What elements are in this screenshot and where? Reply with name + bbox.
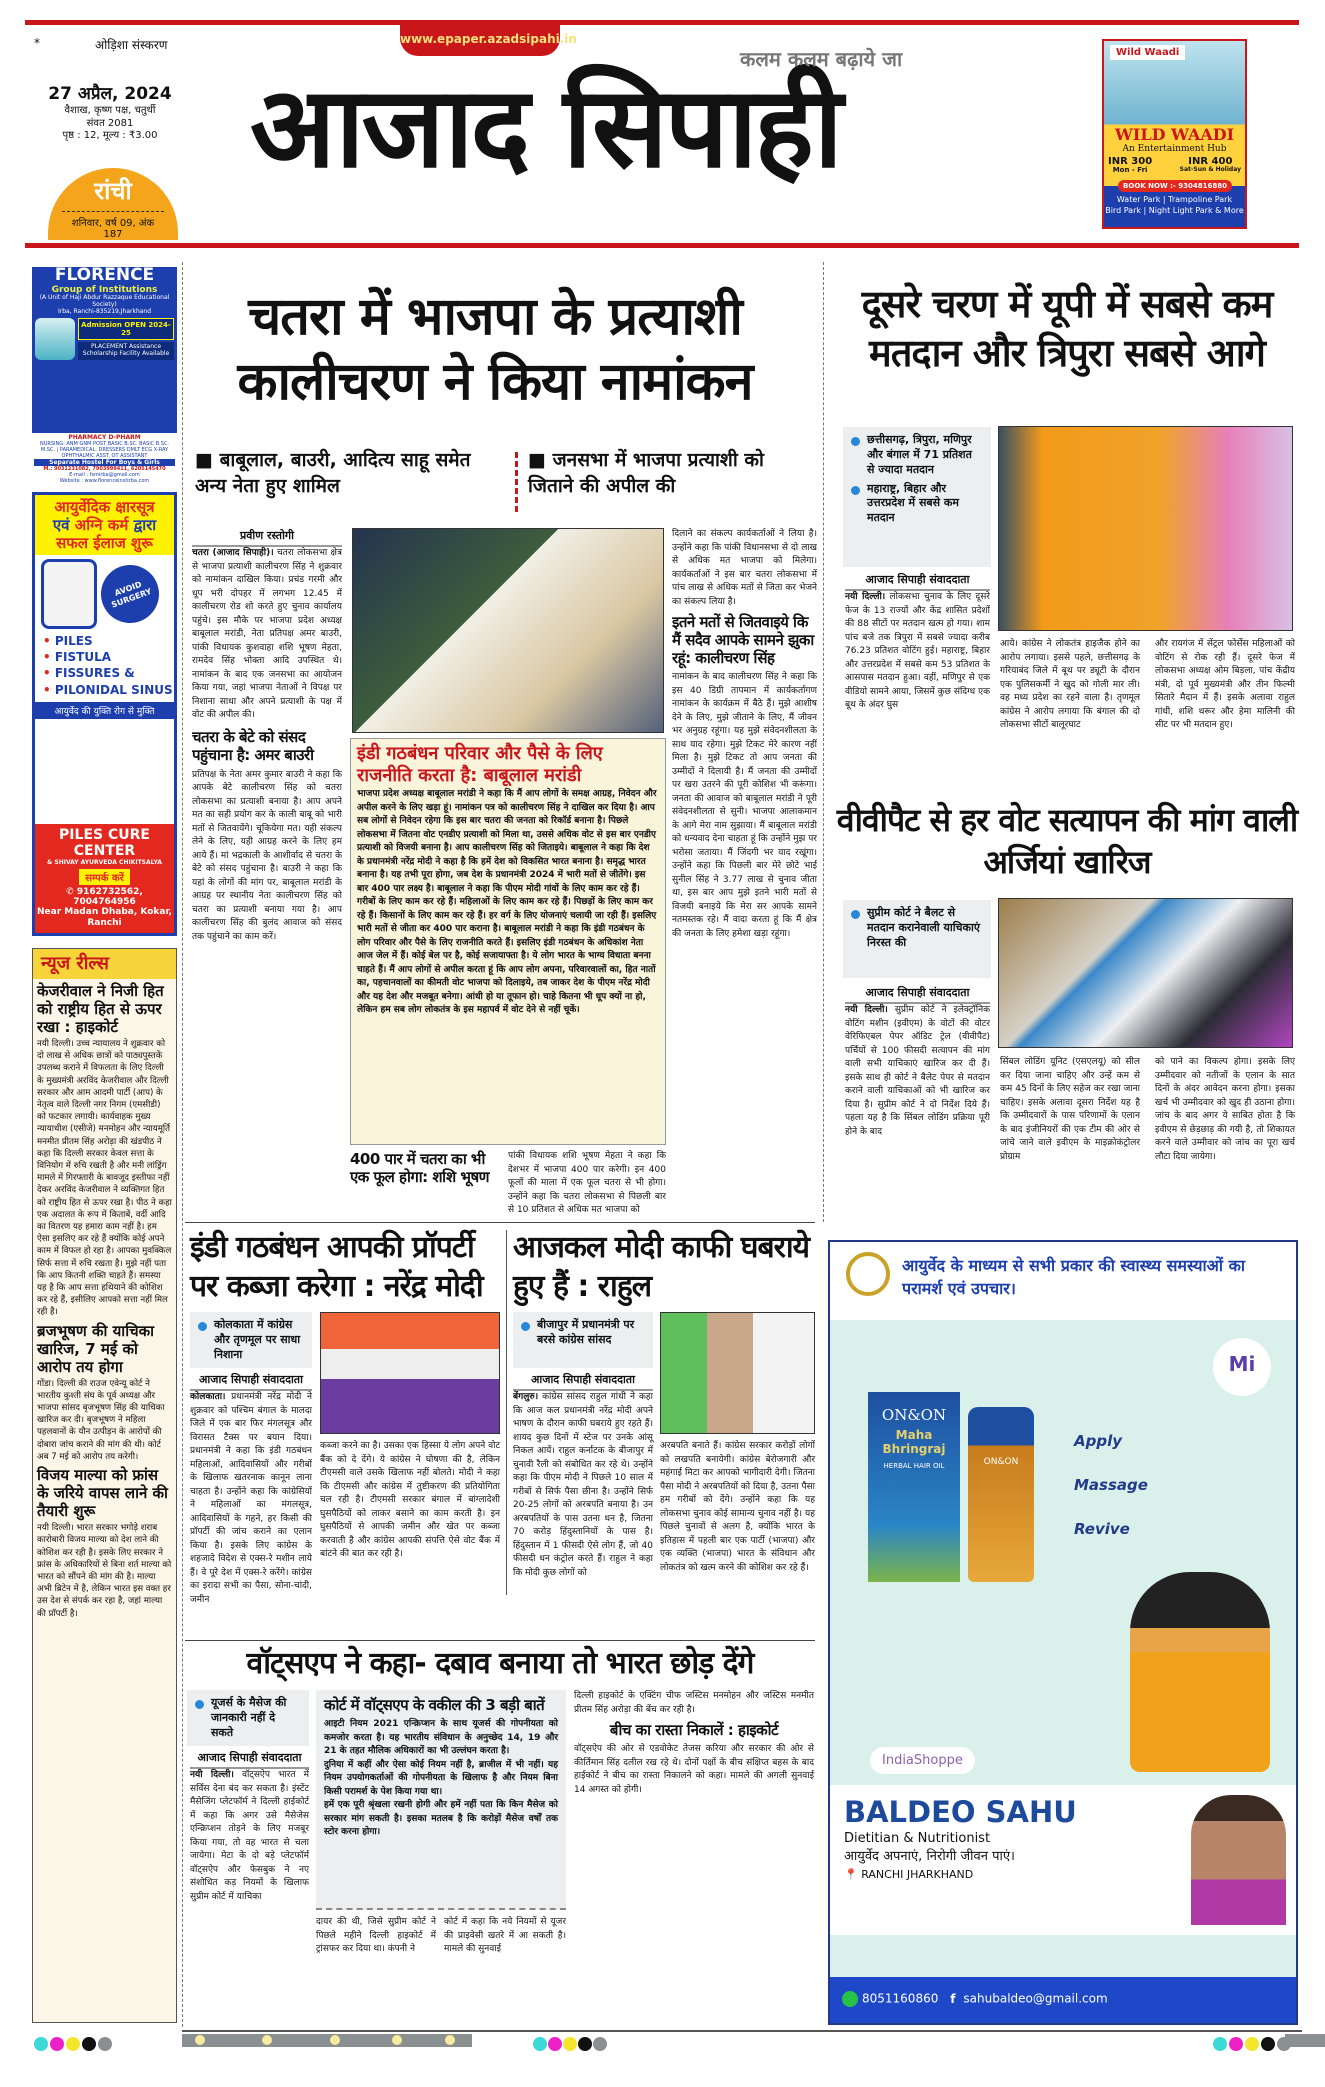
modi-col2: कब्जा करने का है। उसका एक हिस्सा ये लोग अपने वोट बैंक को दे देंगे। ये कांग्रेस ने घोषणा की है, लेकिन टीएमसी वाले उसके खिलाफ नहीं बोलते। मोदी ने कहा कि टीएमसी और कांग्रेस में तुष्टीकरण की प्रतियोगिता चल रही है। टीएमसी सरकार बंगाल में बांग्लादेशी घुसपैठियों को लाकर बसाने का काम करती है। इन घुसपैठियों से आपकी जमीन और खेत पर कब्जा करवाती है और कांग्रेस आपकी संपत्ति ऐसे वोट बैंक में बांटने की बात कर रही है। [320, 1441, 500, 1559]
rahul-col1: आजाद सिपाही संवाददाता बेंगलुरु। कांग्रेस सांसद राहुल गांधी ने कहा कि आज कल प्रधानमंत्री नरेंद्र मोदी अपने भाषण के दौरान काफी घबराये हुए रहते हैं। शायद कुछ दिनों में स्टेज पर उनके आंसू निकल आयें। राहुल कर्नाटक के बीजापुर में चुनावी रैली को संबोधित कर रहे थे। उन्होंने कहा कि पीएम मोदी ने पिछले 10 साल में गरीबों से सिर्फ पैसा छीना है। उन्होंने सिर्फ 20-25 लोगों को अरबपति बनाया है। उन अरबपतियों के पास उतना धन है, जितना 70 करोड़ हिंदुस्तानियों के पास है। हिंदुस्तान में 1 फीसदी ऐसे लोग हैं, जो 40 फीसदी धन कंट्रोल करते हैं। राहुल ने कहा कि मोदी कुछ लोगों को [513, 1373, 653, 1578]
registration-dot [445, 2035, 455, 2045]
ad-email[interactable]: sahubaldeo@gmail.com [963, 1991, 1108, 2006]
box-headline[interactable]: इंडी गठबंधन परिवार और पैसे के लिए राजनीति करता है: बाबूलाल मरांडी [357, 743, 603, 786]
cmyk-black [82, 2037, 96, 2051]
piles-illustration-row [35, 555, 174, 633]
florence-unit: (A Unit of Haji Abdur Razzaque Educational Society) [39, 294, 170, 309]
modi-photo [320, 1312, 500, 1434]
rahul-col2: अरबपति बनाते हैं। कांग्रेस सरकार करोड़ों लोगों को लखपति बनायेगी। कांग्रेस बेरोजगारी और महंगाई मिटा कर आपको भागीदारी देगी। जितना पैसा मोदी ने अरबपतियों को दिया है, उतना पैसा हम गरीबों को देंगे। उन्होंने कहा कि यह लोकसभा चुनाव कोई सामान्य चुनाव नहीं है। यह पिछले चुनावों से अलग है, क्योंकि भारत के इतिहास में पहली बार एक पार्टी (भाजपा) और एक व्यक्ति (भाजपा) भारत के संविधान और लोकतंत्र को खत्म करने की कोशिश कर रहे हैं। [660, 1441, 815, 1573]
city-badge [48, 168, 178, 240]
piles-address: Near Madan Dhaba, Kokar, Ranchi [37, 906, 172, 929]
cmyk-black [578, 2037, 592, 2051]
florence-group: Group of Institutions [51, 284, 158, 295]
box-title: कोर्ट में वॉट्सएप के वकील की 3 बड़ी बातें [324, 1696, 545, 1714]
cmyk-cyan [533, 2037, 547, 2051]
model-photo [1130, 1572, 1270, 1772]
ad-piles-cure[interactable] [32, 492, 177, 936]
rahul-points: बीजापुर में प्रधानमंत्री पर बरसे कांग्रेस सांसद [513, 1312, 653, 1368]
whatsapp-icon [842, 1991, 858, 2007]
lead-deck-left: ■ बाबूलाल, बाउरी, आदित्य साहू समेत अन्य नेता हुए शामिल [195, 449, 471, 497]
vvpat-col3: को पाने का विकल्प होगा। इसके लिए उम्मीदवार को नतीजों के एलान के सात दिनों के अंदर आवेदन करना होगा। इसका खर्च भी उम्मीदवार को खुद ही उठाना होगा। जांच के बाद अगर ये साबित होता है कि इवीएम से छेड़छाड़ की गयी है, तो शिकायत करने वाले उम्मीवार को जांच का पूरा खर्च लौटा दिया जायेगा। [1155, 1057, 1295, 1162]
phase2-col2: आये। कांग्रेस ने लोकतंत्र हाइजैक होने का आरोप लगाया। इससे पहले, छत्तीसगढ़ के गरियाबंद जिले में बूथ पर ड्यूटी के दौरान एक पुलिसकर्मी ने खुद को गोली मार ली। वह मध्य प्रदेश का रहने वाला है। तृणमूल कांग्रेस ने आरोप लगाया कि बंगाल की दो लोकसभा सीटों बालूरघाट [1000, 639, 1140, 730]
cmyk-yellow [66, 2037, 80, 2051]
book-now-label: BOOK NOW :- 9304816880 [1118, 180, 1232, 192]
date-block [45, 84, 175, 143]
cmyk-black [1261, 2037, 1275, 2051]
oil-bottle: ON&ON [968, 1407, 1034, 1582]
phone-icon-row: ✆ 9162732562, 7004764956 [66, 886, 143, 907]
reel-body: नयी दिल्ली। उच्च न्यायालय ने शुक्रवार को दो लाख से अधिक छात्रों को पाठ्यपुस्तकें उपलब्ध कराने में विफलता के लिए दिल्ली के मुख्यमंत्री अरविंद केजरीवाल और दिल्ली सरकार और आम आदमी पार्टी (आप) के नेतृत्व वाले दिल्ली नगर निगम (एमसीडी) को फटकार लगायी। कार्यवाहक मुख्य न्यायाधीश (एसीजे) मनमोहन और न्यायमूर्ति मनमीत प्रीतम सिंह अरोड़ा की खंडपीठ ने कहा कि दिल्ली सरकार केवल सत्ता के विनियोग में रुचि रखती है और मनी लांड्रिंग मामले में गिरफ्तारी के बावजूद इस्तीफा नहीं देकर अरविंद केजरीवाल ने व्यक्तिगत हित को राष्ट्रीय हित से ऊपर रखा है। पीठ ने कहा एक अदालत के रूप में किताबें, वर्दी आदि का वितरण यह हमारा काम नहीं है। हम ऐसा इसलिए कर रहे हैं क्योंकि कोई अपने काम में विफल हो रहा है। आपका मुवक्किल सिर्फ सत्ता में रुचि रखता है। मुझे नहीं पता कि आप कितनी शक्ति चाहते हैं। समस्या यह है कि आप सत्ता हथियाने की कोशिश कर रहे हैं, इसीलिए आपको सत्ता नहीं मिल रही है। [37, 1039, 172, 1318]
advertiser-photo [1191, 1795, 1286, 1925]
lead-col4: पांकी विधायक शशि भूषण मेहता ने कहा कि देशभर में भाजपा 400 पार करेगी। इन 400 फूलों की माला में एक फूल चतरा से भी होगा। उन्होंने कहा कि चतरा लोकसभा से पिछली बार से 10 प्रतिशत से अधिक मत भाजपा को [508, 1151, 666, 1215]
news-reels-column [32, 948, 177, 2023]
registration-bar [1285, 2034, 1325, 2047]
subhead: चतरा के बेटे को संसद पहुंचाना है: अमर बाउरी [192, 727, 314, 764]
vvpat-col1: आजाद सिपाही संवाददाता नयी दिल्ली। सुप्रीम कोर्ट ने इलेक्ट्रॉनिक वोटिंग मशीन (इवीएम) के वोटों की वोटर वेरिफिएबल पेपर ऑडिट ट्रेल (वीवीपैट) पर्चियों से 100 फीसदी सत्यापन की मांग वाली सभी याचिकाएं खारिज कर दी हैं। इसके साथ ही कोर्ट ने बैलेट पेपर से मतदान कराने वाली याचिकाओं को भी खारिज कर दिया है। सुप्रीम कोर्ट ने दो निर्देश दिये हैं। पहला यह है कि सिंबल लोडिंग प्रक्रिया पूरी होने के बाद [845, 986, 990, 1137]
epaper-url-link[interactable]: www.epaper.azadsipahi.in [400, 22, 560, 56]
subhead: इतने मतों से जितवाइये कि मैं सदैव आपके सामने झुका रहूं: कालीचरण सिंह [672, 613, 814, 667]
ad-phone[interactable]: 8051160860 [862, 1991, 939, 2006]
mi-logo: Mi [1213, 1338, 1271, 1396]
price-weekday: INR 300 Mon - Fri [1108, 156, 1153, 174]
modi-col1: आजाद सिपाही संवाददाता कोलकाता। प्रधानमंत्री नरेंद्र मोदी ने शुक्रवार को पश्चिम बंगाल के मालदा जिले में एक बार फिर मंगलसूत्र और विरासत टैक्स पर बयान दिया। प्रधानमंत्री ने कहा कि इंडी गठबंधन महिलाओं, आदिवासियों और गरीबों के खिलाफ खतरनाक कानून लाना चाहता है। उन्होंने कहा कि कांग्रेसियों ने महिलाओं का मंगलसूत्र, आदिवासियों के गहने, हर किसी की प्रॉपर्टी की जांच कराने का एलान किया है। इसके लिए कांग्रेस के शहजादे विदेश से एक्स-रे मशीन लाये हैं। वे पूरे देश में एक्स-रे करेंगे। कांग्रेस का इरादा सभी का पैसा, सोना-चांदी, जमीन [190, 1373, 312, 1605]
product-box: ON&ON Maha Bhringraj HERBAL HAIR OIL [868, 1392, 960, 1582]
evm-photo [998, 898, 1293, 1048]
news-reels-heading: न्यूज रील्स [33, 949, 176, 979]
conditions-list: • PILES • FISTULA • FISSURES & • PILONIDAL SINUS [35, 633, 174, 698]
whatsapp-headline[interactable]: वॉट्सएप ने कहा- दबाव बनाया तो भारत छोड़ देंगे [246, 1646, 754, 1681]
wild-waadi-logo: Wild Waadi [1110, 45, 1185, 60]
advertiser-name: BALDEO SAHU [844, 1795, 1077, 1829]
registration-dot [195, 2035, 205, 2045]
lead-headline[interactable]: चतरा में भाजपा के प्रत्याशी कालीचरण ने किया नामांकन [237, 287, 753, 412]
nurses-photo [35, 318, 75, 360]
column-divider [823, 262, 824, 1222]
rahul-headline[interactable]: आजकल मोदी काफी घबराये हुए हैं : राहुल [513, 1230, 810, 1304]
lead-col1: प्रवीण रस्तोगी चतरा (आजाद सिपाही)। चतरा लोकसभा क्षेत्र से भाजपा प्रत्याशी कालीचरण सिंह ने शुक्रवार को नामांकन दाखिल किया। प्रचंड गरमी और धूप भरी दोपहर में लगभग 12.45 में कालीचरण रोड शो करते हुए चुनाव कार्यालय पहुंचे। इस मौके पर भाजपा प्रदेश अध्यक्ष बाबूलाल मरांडी, नेता प्रतिपक्ष अमर बाउरी, पांकी विधायक कुशवाहा शशि भूषण मेहता, रामदेव सिंह भोक्ता आदि उपस्थित थे। नामांकन के बाद एक जनसभा का आयोजन किया गया, जहां भाजपा नेताओं ने विपक्ष पर निशाना साधा और अपने प्रत्याशी के पक्ष में वोट की अपील की। चतरा के बेटे को संसद पहुंचाना है: अमर बाउरी प्रतिपक्ष के नेता अमर कुमार बाउरी ने कहा कि आपके बेटे कालीचरण सिंह को चतरा लोकसभा का प्रत्याशी बनाया है। आप अपने मत का सही प्रयोग कर के काली बाबू को भारी मतों से जितवायेंगे। चूकियेगा मत। यही संकल्प लेने के लिए, यही आग्रह करने के लिए हम आये हैं। मां भद्रकाली के आशीर्वाद से चतरा के बेटे को संसद पहुंचाना है। बाउरी ने कहा कि यहां के लोगों की मांग पर, बाबूलाल मरांडी के आग्रह पर स्थानीय नेता कालीचरण सिंह को चतरा का प्रत्याशी बनाया गया है। आप कालीचरण सिंह की बुलंद आवाज को संसद तक पहुंचाने का काम करें। [192, 529, 342, 942]
avoid-surgery-badge: AVOID SURGERY [93, 557, 167, 631]
masthead-tagline: कलम कलम बढ़ाये जा [740, 47, 903, 71]
column-divider [182, 262, 183, 2027]
ad-wild-waadi[interactable] [1102, 39, 1247, 229]
pages-price: पृष्ठ : 12, मूल्य : ₹3.00 [62, 130, 158, 142]
masthead-logo: आजाद सिपाही [250, 63, 840, 193]
issue-info: शनिवार, वर्ष 09, अंक 187 [62, 211, 164, 240]
section-rule [185, 1222, 815, 1223]
cmyk-grey [593, 2037, 607, 2051]
phase2-points: छत्तीसगढ़, त्रिपुरा, मणिपुर और बंगाल में 71 प्रतिशत से ज्यादा मतदान महाराष्ट्र, बिहार और उत्तरप्रदेश में सबसे कम मतदान [843, 427, 991, 567]
box-body: भाजपा प्रदेश अध्यक्ष बाबूलाल मरांडी ने कहा कि मैं आप लोगों के समक्ष आग्रह, निवेदन और अपील करने के लिए खड़ा हूं। नामांकन पत्र को कालीचरण सिंह ने दाखिल कर दिया है। आप सब लोगों से निवेदन रहेगा कि इस बार चतरा की जनता को रिकॉर्ड बनाना है। पिछले लोकसभा में जितना वोट एनडीए प्रत्याशी को मिला था, उससे अधिक वोट से इस बार एनडीए प्रत्याशी को विजयी बनाना है। आप कालीचरण सिंह को जिताइये। बाबूलाल ने कहा कि देश के प्रधानमंत्री नरेंद्र मोदी ने कहा है कि हमें देश को विकसित भारत बनाना है। समृद्ध भारत बनाना है। यह तभी पूरा होगा, जब देश के प्रधानमंत्री 2024 में भारी मतों से जीतेंगे। इस बार 400 पार लक्ष्य है। बाबूलाल ने कहा कि पीएम मोदी गांवों के लिए काम कर रहे हैं। गरीबों के लिए काम कर रहे हैं। महिलाओं के लिए काम कर रहे हैं। पिछड़ों के लिए काम कर रहे हैं। किसानों के लिए काम कर रहे हैं। हर वर्ग के लिए योजनाएं चलायी जा रही हैं। इसलिए भारी मतों से जीता कर 400 पार कराना है। बाबूलाल मरांडी ने कहा कि इंडी गठबंधन के लोग परिवार और पैसे के लिए राजनीति करते हैं। इसलिए इंडी गठबंधन के अधिकांश नेता आज जेल में हैं। कोई बेल पर है, कोई सजायाफ्ता है। ये लोग भारत के भाग्य विधाता बनना चाहते हैं। मैं आप लोगों से अपील करता हूं कि आप लोग अपना, परिवारवालों का, हित नातों का, पहचानवालों का कीमती वोट भाजपा को दिलाइये, तब जाकर देश के पीएम नरेंद्र मोदी और यह देश और मजबूत बनेगा। आंधी हो या तूफान हो। चाहे कितना भी धूप क्यों ना हो, लेकिन हम सब लोग लोकतंत्र के इस महापर्व में वोट देने से नहीं चूकें। [357, 789, 657, 1016]
lead-col3: दिलाने का संकल्प कार्यकर्ताओं ने लिया है। उन्होंने कहा कि पांकी विधानसभा से दो लाख से अधिक मत भाजपा को मिलेगा। कार्यकर्ताओं ने इस बार चतरा लोकसभा में पांच लाख से अधिक मतों से जिता कर भेजने का संकल्प लिया है। इतने मतों से जितवाइये कि मैं सदैव आपके सामने झुका रहूं: कालीचरण सिंह नामांकन के बाद कालीचरण सिंह ने कहा कि इस 40 डिग्री तापमान में कार्यकर्तागण नामांकन के कार्यक्रम में बैठे हैं। मुझे आशीष देने के लिए, मुझे जीताने के लिए, मैं जीवन भर अनुग्रह रहूंगा। यह मुझे संवेदनशीलता के साथ याद रहेगा। मुझे टिकट मेरे कारण नहीं मिला है। मुझे टिकट तो आप जनता की उम्मीदों ने दिलायी है। मैं जनता की उम्मीदों पर खरा उतरने की पूरी कोशिश भी करूंगा। जनता की आवाज को बाबूलाल मरांडी ने पूरी संवेदनशीलता से सुनी। भाजपा आलाकमान के आगे मेरा नाम सुझाया। मैं बाबूलाल मरांडी को धन्यवाद देना चाहता हूं कि उन्होंने मुझ पर भरोसा जताया। मैं जिंदगी भर याद रखूंगा। उन्होंने कहा कि पिछली बार मेरे छोटे भाई सुनील सिंह ने 3.77 लाख से चुनाव जीता था, इस बार आप मुझे इतने भारी मतों से विजयी बनाइये कि मेरा सर आपके सामने नतमस्तक रहे। मैं वादा करता हूं कि मैं क्षेत्र की जनता के लिए हमेशा खड़ा रहूंगा। [672, 529, 817, 939]
marandi-box [350, 738, 666, 1145]
cmyk-yellow [1245, 2037, 1259, 2051]
vvpat-points: सुप्रीम कोर्ट ने बैलट से मतदान करानेवाली याचिकाएं निरस्त की [843, 900, 991, 978]
admission-badge: Admission OPEN 2024-25 [78, 318, 174, 340]
section-rule [185, 1640, 815, 1641]
cmyk-cyan [1213, 2037, 1227, 2051]
whatsapp-col2: दायर की थी, जिसे सुप्रीम कोर्ट ने पिछले महीने दिल्ली हाइकोर्ट में ट्रांसफर कर दिया था। कंपनी ने [316, 1917, 436, 1954]
reel-body: गोंडा। दिल्ली की राउज एवेन्यू कोर्ट ने भारतीय कुश्ती संघ के पूर्व अध्यक्ष और भाजपा सांसद बृजभूषण सिंह की याचिका खारिज कर दी। बृजभूषण ने महिला पहलवानों के यौन उत्पीड़न के आरोपों की दोबारा जांच कराने की मांग की थी। कोर्ट अब 7 मई को आरोप तय करेगी। [37, 1378, 165, 1462]
reel-story[interactable] [33, 1322, 176, 1463]
modi-headline[interactable]: इंडी गठबंधन आपकी प्रॉपर्टी पर कब्जा करेगा : नरेंद्र मोदी [190, 1230, 483, 1304]
ad-features: Water Park | Trampoline Park Bird Park | Night Light Park & More [1105, 195, 1244, 216]
facebook-icon: f [950, 1991, 956, 2006]
location-pin-icon: 📍 [844, 1868, 862, 1881]
nomination-photo [352, 528, 664, 733]
florence-footer: PHARMACY D-PHARM NURSING: ANM GNM POST BASIC B.SC. BASIC B.SC. M.SC. | PARAMEDICAL: DRESSERS DMLT ECG X-RAY OPHTHALMIC ASST. OT ASSISTANT Separate Hostel For Boys & Girls M.: 9031231082, 7903999411, 6205145470 E-mail : fsmirba@gmail.com Website : www.florenceinstirba.com [32, 433, 177, 485]
star-mark: * [34, 36, 40, 50]
indiashoppe-logo: IndiaShoppe [870, 1747, 975, 1774]
deck-divider [515, 452, 519, 512]
cmyk-yellow [563, 2037, 577, 2051]
registration-bar [182, 2034, 472, 2047]
masthead-bottom-rule [25, 243, 1299, 248]
byline: प्रवीण रस्तोगी [192, 528, 342, 547]
ayush-headline: आयुर्वेद के माध्यम से सभी प्रकार की स्वास्थ्य समस्याओं का परामर्श एवं उपचार। [830, 1242, 1296, 1320]
cmyk-magenta [1229, 2037, 1243, 2051]
patient-illustration [41, 559, 97, 629]
contact-card: BALDEO SAHU Dietitian & Nutritionist आयुर्वेद अपनाएं, निरोगी जीवन पाएं। 📍 RANCHI JHARKHAND [830, 1785, 1296, 1935]
piles-contact: PILES CURE CENTER & SHIVAY AYURVEDA CHIKITSALYA सम्पर्क करें ✆ 9162732562, 7004764956 Near Madan Dhaba, Kokar, Ranchi [35, 824, 174, 933]
whatsapp-key-points-box: कोर्ट में वॉट्सएप के वकील की 3 बड़ी बातें आइटी नियम 2021 एन्क्रिप्शन के साथ यूजर्स की गोपनीयता को कमजोर करता है। यह भारतीय संविधान के अनुच्छेद 14, 19 और 21 के तहत मौलिक अधिकारों का भी उल्लंघन करता है। दुनिया में कहीं और ऐसा कोई नियम नहीं है, ब्राजील में भी नहीं। यह नियम उपयोगकर्ताओं की गोपनीयता के खिलाफ है और नियम बिना किसी परामर्श के पेश किया गया था। हमें एक पूरी श्रृंखला रखनी होगी और हमें नहीं पता कि किन मैसेज को सरकार मांग सकती है। इसका मतलब है कि करोड़ों मैसेज वर्षों तक स्टोर करना होगा। [316, 1690, 566, 1910]
whatsapp-col1: आजाद सिपाही संवाददाता नयी दिल्ली। वॉट्सऐप भारत में सर्विस देना बंद कर सकता है। इंस्टेंट मैसेजिंग प्लेटफॉर्म ने दिल्ली हाईकोर्ट में कहा कि अगर उसे मैसेजेस एन्क्रिप्शन तोड़ने के लिए मजबूर किया गया, तो वह भारत से चला जायेगा। मेटा के दो बड़े प्लेटफॉर्म वॉट्सऐप और फेसबुक ने नए संशोधित कड़ नियमों के खिलाफ सुप्रीम कोर्ट में याचिका [190, 1751, 309, 1902]
reel-body: नयी दिल्ली। भारत सरकार भगोड़े शराब कारोबारी विजय माल्या को देश लाने की कोशिश कर रही है। इसके लिए सरकार ने फ्रांस के अधिकारियों से बिना शर्त माल्या को भारत को सौंपने की मांग की है। माल्या अभी ब्रिटेन में है, लेकिन भारत इस वक्त हर उस देश से संपर्क कर रहा है, जहां माल्या की प्रॉपर्टी है। [37, 1523, 172, 1619]
column-divider [506, 1230, 507, 1595]
reel-story[interactable] [33, 1466, 176, 1620]
voters-photo [998, 426, 1293, 631]
ad-florence[interactable] [32, 267, 177, 485]
registration-dot [330, 2035, 340, 2045]
vvpat-col2: सिंबल लोडिंग यूनिट (एसएलयू) को सील कर दिया जाना चाहिए और उन्हें कम से कम 45 दिनों के लिए सहेज कर रखा जाना चाहिए। इसके अलावा दूसरा निर्देश यह है कि उम्मीदवारों के पास परिणामों के एलान के बाद इंजीनियरों की एक टीम की ओर से जांचे जाने वाले इवीएम के माइक्रोकंट्रोलर प्रोग्राम [1000, 1057, 1140, 1162]
rahul-photo [660, 1312, 815, 1434]
usage-steps: Apply Massage Revive [1074, 1432, 1148, 1538]
vvpat-headline[interactable]: वीवीपैट से हर वोट सत्यापन की मांग वाली अर्जियां खारिज [836, 801, 1298, 881]
florence-badges [78, 318, 174, 360]
cmyk-grey [98, 2037, 112, 2051]
phase2-col1: आजाद सिपाही संवाददाता नयी दिल्ली। लोकसभा चुनाव के लिए दूसरे फेज के 13 राज्यों और केंद्र शासित प्रदेशों की 88 सीटों पर मतदान खत्म हो गया। शाम पांच बजे तक त्रिपुरा में सबसे ज्यादा करीब 76.23 प्रतिशत वोटिंग हुई। महाराष्ट्र, बिहार और उत्तरप्रदेश में सबसे कम 53 प्रतिशत के आसपास मतदान हुआ। वहीं, मणिपुर से एक वीडियो सामने आया, जिसमें कुछ संदिग्ध एक बूथ के अंदर घुस [845, 573, 990, 710]
reel-title[interactable]: ब्रजभूषण की याचिका खारिज, 7 मई को आरोप तय होगा [37, 1321, 155, 1376]
city-name: रांची [94, 177, 132, 205]
piles-tagline: आयुर्वेद की युक्ति रोग से मुक्ति [35, 702, 174, 719]
whatsapp-col3: कोर्ट में कहा कि नये नियमों से यूजर की प्राइवेसी खतरे में आ सकती है। मामले की सुनवाई [444, 1917, 566, 1954]
reel-title[interactable]: विजय माल्या को फ्रांस के जरिये वापस लाने की तैयारी शुरू [37, 1466, 168, 1521]
piles-headline: आयुर्वेदिक क्षारसूत्र एवं अग्नि कर्म द्वारा सफल ईलाज शुरू [35, 495, 174, 555]
phase2-col3: और रायगंज में सेंट्रल फोर्सेस महिलाओं को वोटिंग से रोक रही हैं। दूसरे फेज में लोकसभा अध्यक्ष ओम बिड़ला, पांच केंद्रीय मंत्री, दो पूर्व मुख्यमंत्री और तीन फिल्मी सितारे मैदान में हैं। इसके अलावा राहुल गांधी, शशि थरूर और हेमा मालिनी की सीट पर भी मतदान हुए। [1155, 639, 1295, 730]
edition-label: ओड़िशा संस्करण [95, 38, 168, 52]
top-rule [25, 20, 1299, 25]
cmyk-magenta [548, 2037, 562, 2051]
date: 27 अप्रैल, 2024 [48, 84, 172, 104]
cmyk-magenta [50, 2037, 64, 2051]
samvat: संवत 2081 [86, 117, 134, 129]
modi-points: कोलकाता में कांग्रेस और तृणमूल पर साधा निशाना [190, 1312, 312, 1368]
ad-title: WILD WAADI [1114, 125, 1235, 144]
lead-deck-right: ■ जनसभा में भाजपा प्रत्याशी को जिताने की अपील की [528, 449, 764, 497]
reel-title[interactable]: केजरीवाल ने निजी हित को राष्ट्रीय हित से ऊपर रखा : हाइकोर्ट [37, 982, 164, 1036]
hindu-date: वैशाख, कृष्ण पक्ष, चतुर्थी [64, 105, 156, 117]
ad-contact-bar [830, 1977, 1296, 2023]
cmyk-grey [1277, 2037, 1291, 2051]
reel-story[interactable] [33, 982, 176, 1319]
phase2-headline[interactable]: दूसरे चरण में यूपी में सबसे कम मतदान और त्रिपुरा सबसे आगे [861, 282, 1273, 376]
ayush-seal-icon [846, 1252, 890, 1296]
registration-dot [392, 2035, 402, 2045]
florence-middle [32, 316, 177, 362]
ad-ayurveda-baldeo-sahu[interactable] [828, 1240, 1298, 2025]
placement-badge: PLACEMENT Assistance Scholarship Facility Available [78, 342, 174, 360]
florence-name: FLORENCE [54, 267, 155, 285]
ad-subtitle: An Entertainment Hub [1122, 144, 1227, 154]
lead-col-shashi [350, 1150, 500, 1186]
whatsapp-col4: दिल्ली हाइकोर्ट के एक्टिंग चीफ जस्टिस मनमोहन और जस्टिस मनमीत प्रीतम सिंह अरोड़ा की बेंच कर रही है। बीच का रास्ता निकालें : हाइकोर्ट वॉट्सऐप की ओर से एडवोकेट तेजस करिया और सरकार की ओर से कीर्तिमान सिंह दलील रख रहे थे। दोनों पक्षों के बीच संक्षिप्त बहस के बाद हाईकोर्ट ने बीच का रास्ता निकालने को कहा। मामले की अगली सुनवाई 14 अगस्त को होगी। [574, 1691, 814, 1795]
florence-address: Irba, Ranchi-835219,Jharkhand [57, 307, 152, 315]
registration-dot [262, 2035, 272, 2045]
whatsapp-points: यूजर्स के मैसेज की जानकारी नहीं दे सकते [187, 1690, 309, 1746]
phone-icon: ✆ [66, 886, 77, 897]
price-weekend: INR 400 Sat-Sun & Holiday [1179, 156, 1241, 173]
subhead: बीच का रास्ता निकालें : हाइकोर्ट [609, 1721, 779, 1739]
subhead: 400 पार में चतरा का भी एक फूल होगा: शशि भूषण [350, 1150, 489, 1186]
bottom-rule [182, 2030, 1302, 2032]
cmyk-cyan [34, 2037, 48, 2051]
